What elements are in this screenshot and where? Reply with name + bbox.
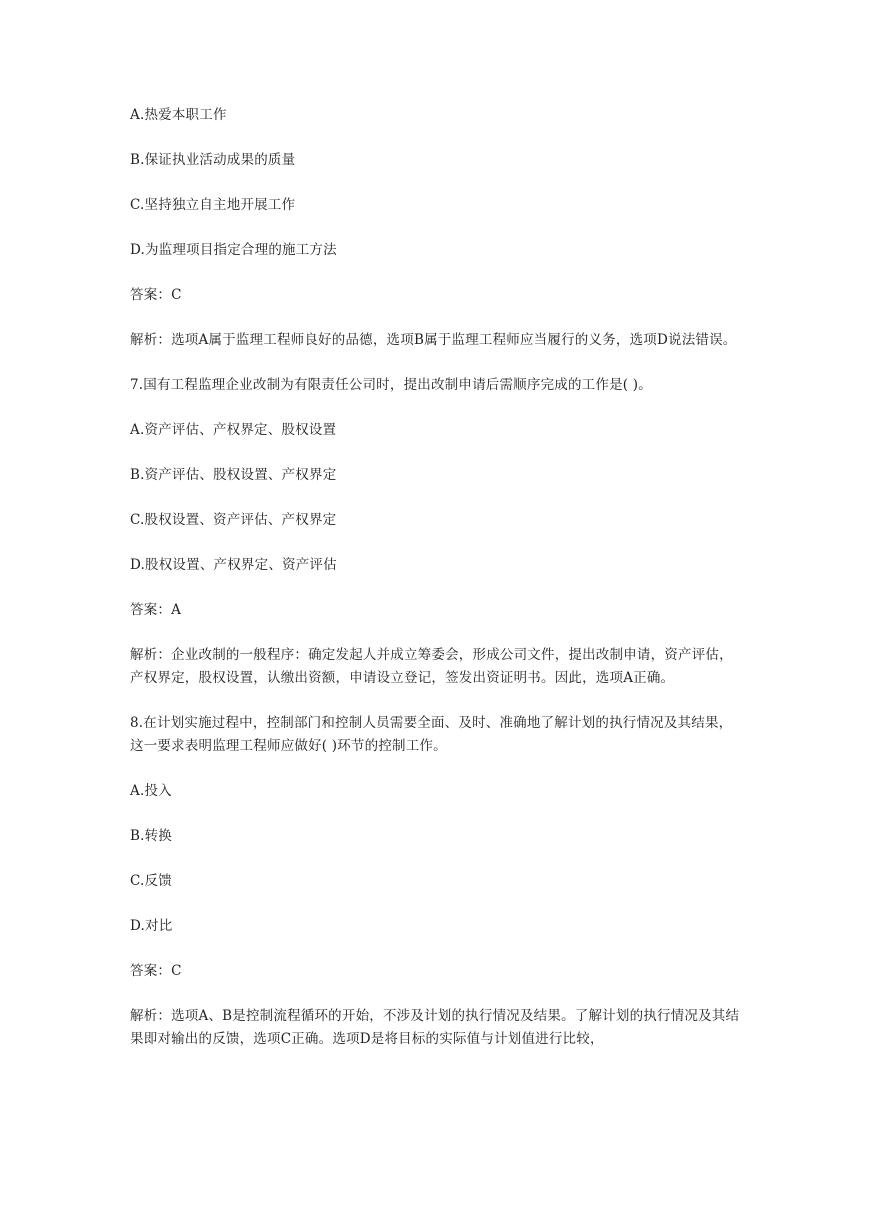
- answer-text: 答案：C: [130, 287, 182, 303]
- question-8-answer: 答案：C: [130, 963, 182, 979]
- option-d-text: D.为监理项目指定合理的施工方法: [130, 242, 337, 258]
- question-7-option-c: C.股权设置、资产评估、产权界定: [130, 512, 337, 528]
- explanation-text: 解析：选项A属于监理工程师良好的品德，选项B属于监理工程师应当履行的义务，选项D说法错误。: [130, 332, 737, 348]
- option-b-text: B.保证执业活动成果的质量: [130, 152, 296, 168]
- document-page: [130, 104, 745, 1073]
- option-a-text: A.热爱本职工作: [130, 107, 227, 123]
- question-7-option-d: D.股权设置、产权界定、资产评估: [130, 557, 337, 573]
- question-7-answer: 答案：A: [130, 602, 182, 618]
- question-8-explanation: 解析：选项A、B是控制流程循环的开始，不涉及计划的执行情况及结果。了解计划的执行情况及其结果即对输出的反馈，选项C正确。选项D是将目标的实际值与计划值进行比较，: [130, 1008, 740, 1047]
- question-8-option-c: C.反馈: [130, 873, 172, 889]
- option-c-text: C.坚持独立自主地开展工作: [130, 197, 296, 213]
- question-7-text: 7.国有工程监理企业改制为有限责任公司时，提出改制申请后需顺序完成的工作是( )。: [130, 377, 652, 393]
- question-8-text: 8.在计划实施过程中，控制部门和控制人员需要全面、及时、准确地了解计划的执行情况及其结果，这一要求表明监理工程师应做好( )环节的控制工作。: [130, 715, 733, 754]
- question-8-option-b: B.转换: [130, 828, 173, 844]
- question-8-option-a: A.投入: [130, 783, 172, 799]
- question-7-option-a: A.资产评估、产权界定、股权设置: [130, 422, 337, 438]
- question-7-explanation: 解析：企业改制的一般程序：确定发起人并成立筹委会，形成公司文件，提出改制申请，资产评估，产权界定，股权设置，认缴出资额，申请设立登记，签发出资证明书。因此，选项A正确。: [130, 647, 733, 686]
- question-8-option-d: D.对比: [130, 918, 173, 934]
- question-7-option-b: B.资产评估、股权设置、产权界定: [130, 467, 337, 483]
